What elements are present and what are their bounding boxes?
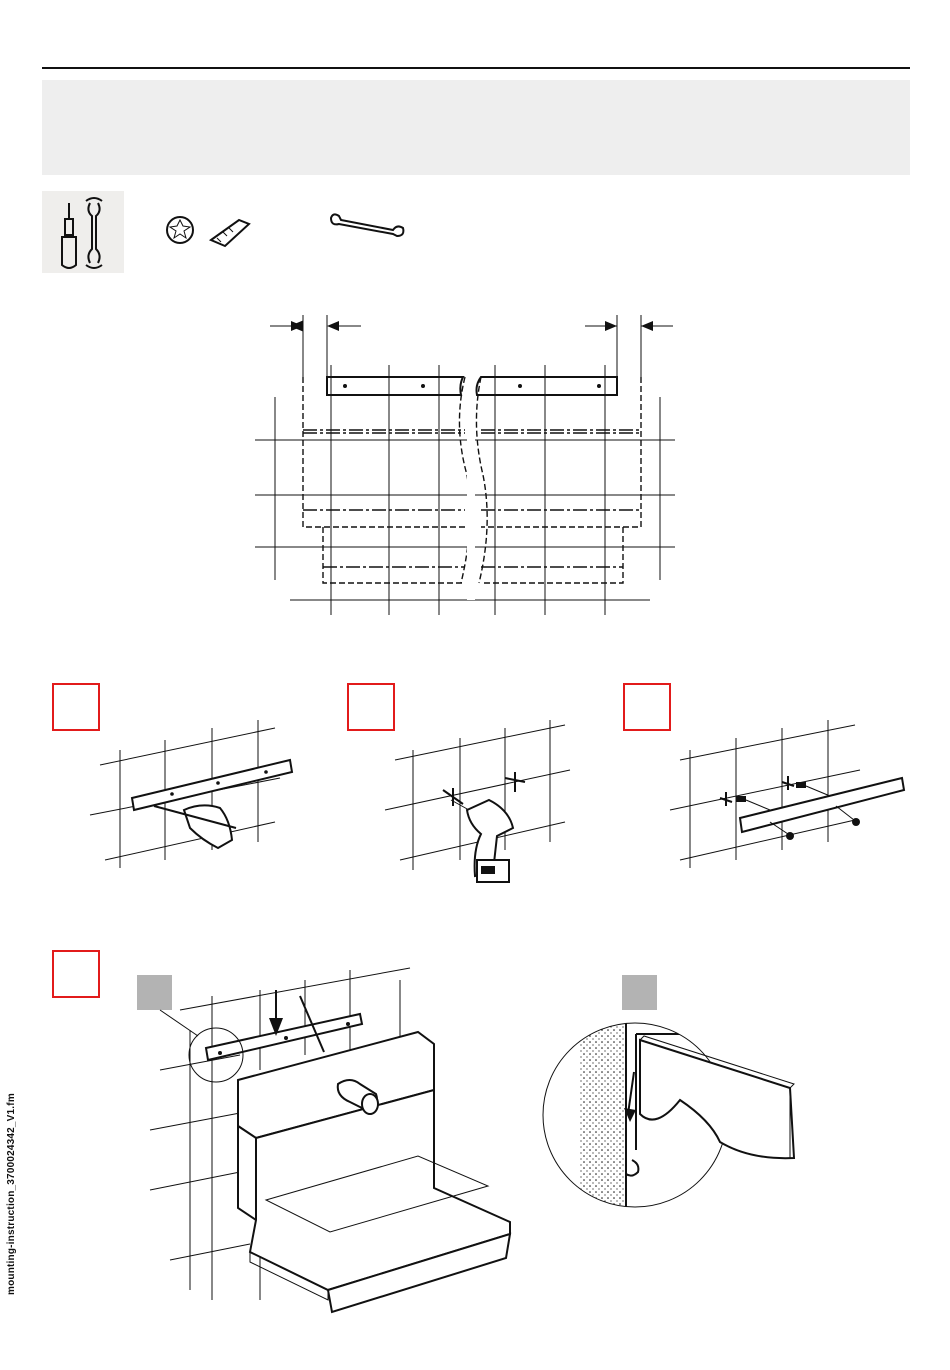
screwdriver-wrench-icon [42,191,124,273]
step-3-fix-rail-drawing [670,710,880,875]
top-rule [42,67,910,69]
step-1-mark-holes-drawing [90,710,300,875]
header-band [42,80,910,175]
footer-file-name: mounting-instruction_3700024342_V1.fm [6,1093,17,1295]
open-end-wrench-icon [327,210,407,240]
torx-bit-icon [165,210,255,250]
detail-view-drawing [540,1010,810,1220]
step-2-drill-holes-drawing [385,710,585,890]
step-3-box [623,683,671,731]
step-4-box [52,950,100,998]
tools-box [42,191,124,273]
rail-overview-drawing [255,315,685,620]
step-4-hang-sink-drawing [150,960,520,1310]
detail-marker-b [622,975,657,1010]
